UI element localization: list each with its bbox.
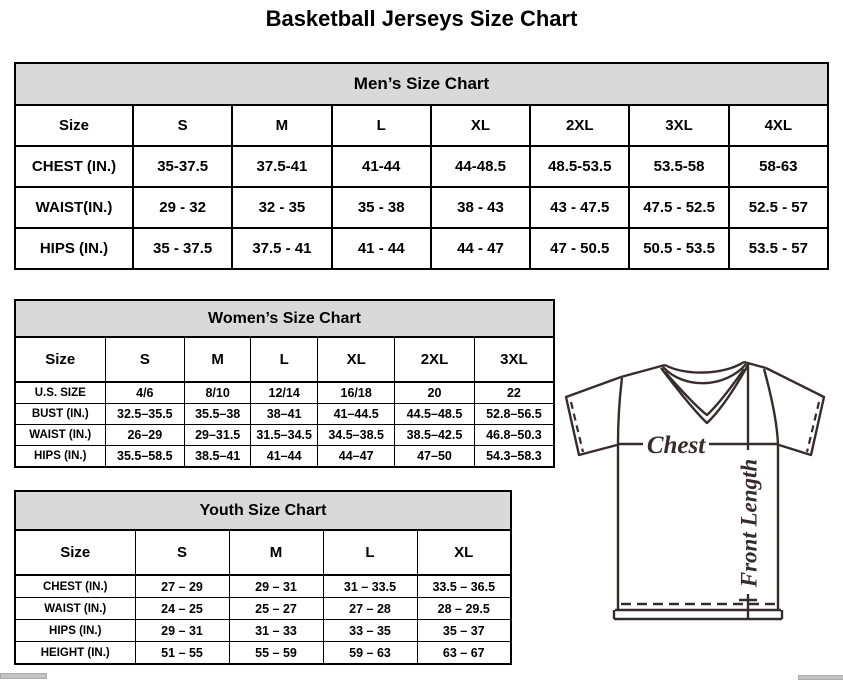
column-header: S bbox=[133, 105, 232, 146]
chest-label: Chest bbox=[646, 432, 706, 459]
size-value-cell: 41–44 bbox=[251, 446, 318, 468]
size-value-cell: 37.5-41 bbox=[232, 146, 331, 187]
row-label: HIPS (IN.) bbox=[15, 446, 105, 468]
column-header: M bbox=[232, 105, 331, 146]
column-header: 4XL bbox=[729, 105, 828, 146]
size-value-cell: 37.5 - 41 bbox=[232, 228, 331, 269]
table-row bbox=[15, 228, 828, 269]
youth-header-row bbox=[15, 530, 511, 575]
size-value-cell: 28 – 29.5 bbox=[417, 598, 511, 620]
womens-table-title: Women’s Size Chart bbox=[15, 300, 554, 337]
table-row bbox=[15, 446, 554, 468]
column-header: Size bbox=[15, 337, 105, 382]
size-value-cell: 48.5-53.5 bbox=[530, 146, 629, 187]
size-value-cell: 31 – 33 bbox=[229, 620, 323, 642]
size-value-cell: 29–31.5 bbox=[185, 425, 251, 446]
size-value-cell: 38.5–41 bbox=[185, 446, 251, 468]
size-value-cell: 53.5-58 bbox=[629, 146, 728, 187]
size-value-cell: 43 - 47.5 bbox=[530, 187, 629, 228]
size-value-cell: 41–44.5 bbox=[318, 404, 395, 425]
column-header: Size bbox=[15, 105, 133, 146]
column-header: M bbox=[185, 337, 251, 382]
size-value-cell: 44.5–48.5 bbox=[395, 404, 475, 425]
column-header: XL bbox=[431, 105, 530, 146]
size-value-cell: 16/18 bbox=[318, 382, 395, 404]
scrollbar-fragment-right[interactable] bbox=[798, 675, 843, 680]
front-length-label: Front Length bbox=[736, 458, 762, 588]
column-header: 3XL bbox=[474, 337, 554, 382]
column-header: L bbox=[251, 337, 318, 382]
column-header: S bbox=[135, 530, 229, 575]
row-label: WAIST(IN.) bbox=[15, 187, 133, 228]
size-value-cell: 24 – 25 bbox=[135, 598, 229, 620]
size-value-cell: 27 – 28 bbox=[323, 598, 417, 620]
table-row bbox=[15, 620, 511, 642]
size-value-cell: 50.5 - 53.5 bbox=[629, 228, 728, 269]
size-value-cell: 41-44 bbox=[332, 146, 431, 187]
size-value-cell: 33 – 35 bbox=[323, 620, 417, 642]
column-header: XL bbox=[318, 337, 395, 382]
column-header: S bbox=[105, 337, 185, 382]
size-value-cell: 38–41 bbox=[251, 404, 318, 425]
size-value-cell: 52.5 - 57 bbox=[729, 187, 828, 228]
row-label: HIPS (IN.) bbox=[15, 620, 135, 642]
womens-size-table bbox=[14, 299, 555, 468]
size-value-cell: 32 - 35 bbox=[232, 187, 331, 228]
size-value-cell: 46.8–50.3 bbox=[474, 425, 554, 446]
size-value-cell: 52.8–56.5 bbox=[474, 404, 554, 425]
column-header: XL bbox=[417, 530, 511, 575]
size-value-cell: 26–29 bbox=[105, 425, 185, 446]
jersey-measurement-diagram bbox=[558, 356, 843, 628]
size-value-cell: 33.5 – 36.5 bbox=[417, 575, 511, 598]
table-row bbox=[15, 382, 554, 404]
size-value-cell: 35 - 38 bbox=[332, 187, 431, 228]
size-value-cell: 51 – 55 bbox=[135, 642, 229, 665]
jersey-outline bbox=[621, 365, 665, 377]
size-value-cell: 29 – 31 bbox=[135, 620, 229, 642]
size-value-cell: 63 – 67 bbox=[417, 642, 511, 665]
youth-table-title: Youth Size Chart bbox=[15, 491, 511, 530]
size-value-cell: 44–47 bbox=[318, 446, 395, 468]
table-row bbox=[15, 575, 511, 598]
womens-header-row bbox=[15, 337, 554, 382]
column-header: M bbox=[229, 530, 323, 575]
size-value-cell: 53.5 - 57 bbox=[729, 228, 828, 269]
size-value-cell: 59 – 63 bbox=[323, 642, 417, 665]
size-value-cell: 29 - 32 bbox=[133, 187, 232, 228]
mens-header-row bbox=[15, 105, 828, 146]
page-title: Basketball Jerseys Size Chart bbox=[265, 6, 578, 31]
size-value-cell: 47 - 50.5 bbox=[530, 228, 629, 269]
size-value-cell: 54.3–58.3 bbox=[474, 446, 554, 468]
row-label: BUST (IN.) bbox=[15, 404, 105, 425]
size-value-cell: 47.5 - 52.5 bbox=[629, 187, 728, 228]
mens-table-title: Men’s Size Chart bbox=[15, 63, 828, 105]
youth-size-table bbox=[14, 490, 512, 665]
column-header: 3XL bbox=[629, 105, 728, 146]
table-row bbox=[15, 425, 554, 446]
scrollbar-fragment-left[interactable] bbox=[0, 673, 47, 679]
collar bbox=[665, 362, 744, 373]
table-row bbox=[15, 598, 511, 620]
size-value-cell: 55 – 59 bbox=[229, 642, 323, 665]
row-label: HEIGHT (IN.) bbox=[15, 642, 135, 665]
size-value-cell: 4/6 bbox=[105, 382, 185, 404]
row-label: WAIST (IN.) bbox=[15, 425, 105, 446]
column-header: L bbox=[323, 530, 417, 575]
size-value-cell: 31 – 33.5 bbox=[323, 575, 417, 598]
column-header: Size bbox=[15, 530, 135, 575]
size-value-cell: 35.5–38 bbox=[185, 404, 251, 425]
size-value-cell: 25 – 27 bbox=[229, 598, 323, 620]
size-value-cell: 12/14 bbox=[251, 382, 318, 404]
size-value-cell: 20 bbox=[395, 382, 475, 404]
size-value-cell: 31.5–34.5 bbox=[251, 425, 318, 446]
size-value-cell: 35.5–58.5 bbox=[105, 446, 185, 468]
size-value-cell: 34.5–38.5 bbox=[318, 425, 395, 446]
size-value-cell: 22 bbox=[474, 382, 554, 404]
size-value-cell: 38.5–42.5 bbox=[395, 425, 475, 446]
size-value-cell: 8/10 bbox=[185, 382, 251, 404]
size-value-cell: 35-37.5 bbox=[133, 146, 232, 187]
size-value-cell: 29 – 31 bbox=[229, 575, 323, 598]
table-row bbox=[15, 404, 554, 425]
size-value-cell: 47–50 bbox=[395, 446, 475, 468]
size-value-cell: 44-48.5 bbox=[431, 146, 530, 187]
size-value-cell: 27 – 29 bbox=[135, 575, 229, 598]
row-label: HIPS (IN.) bbox=[15, 228, 133, 269]
table-row bbox=[15, 642, 511, 665]
size-value-cell: 35 – 37 bbox=[417, 620, 511, 642]
row-label: WAIST (IN.) bbox=[15, 598, 135, 620]
row-label: CHEST (IN.) bbox=[15, 146, 133, 187]
table-row bbox=[15, 187, 828, 228]
column-header: 2XL bbox=[395, 337, 475, 382]
size-value-cell: 38 - 43 bbox=[431, 187, 530, 228]
size-value-cell: 44 - 47 bbox=[431, 228, 530, 269]
row-label: U.S. SIZE bbox=[15, 382, 105, 404]
size-value-cell: 58-63 bbox=[729, 146, 828, 187]
size-value-cell: 35 - 37.5 bbox=[133, 228, 232, 269]
mens-size-table bbox=[14, 62, 829, 270]
row-label: CHEST (IN.) bbox=[15, 575, 135, 598]
size-value-cell: 32.5–35.5 bbox=[105, 404, 185, 425]
table-row bbox=[15, 146, 828, 187]
size-value-cell: 41 - 44 bbox=[332, 228, 431, 269]
column-header: 2XL bbox=[530, 105, 629, 146]
column-header: L bbox=[332, 105, 431, 146]
